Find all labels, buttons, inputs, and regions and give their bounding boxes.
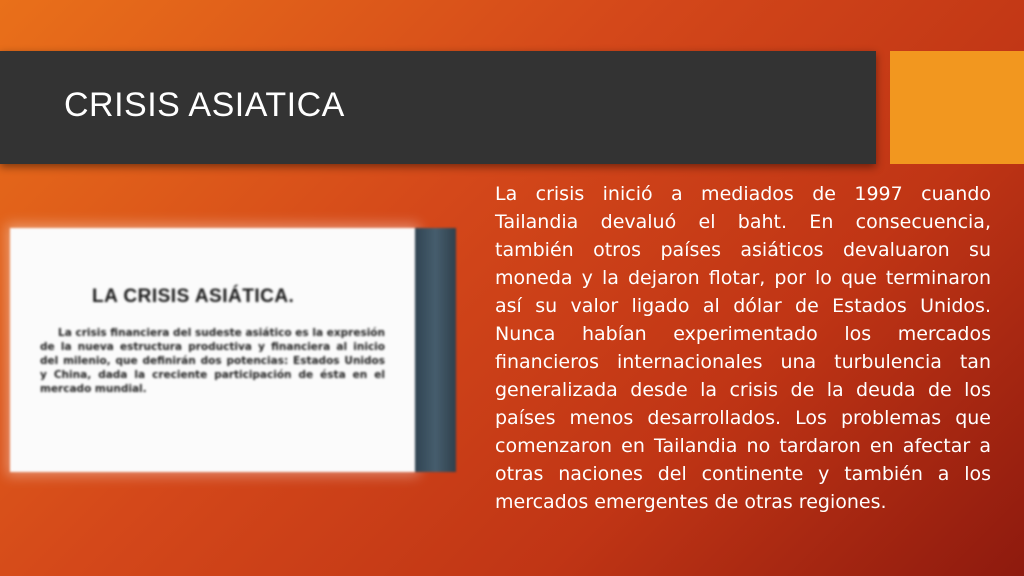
picture-dark-strip (415, 228, 456, 472)
picture-heading: LA CRISIS ASIÁTICA. (92, 286, 295, 307)
slide-title: CRISIS ASIATICA (64, 86, 345, 124)
slide-body-text: La crisis inició a mediados de 1997 cuando Tailandia devaluó el baht. En consecuencia, también otros países asiáticos devaluaron su moneda y la dejaron flotar, por lo que terminaron así su valor ligado al dólar de Estados Unidos. Nunca habían experimentado los mercados financieros internacionales una turbulencia tan generalizada desde la crisis de la deuda de los países menos desarrollados. Los problemas que comenzaron en Tailandia no tardaron en afectar a otras naciones del continente y también a los mercados emergentes de otras regiones. (495, 183, 991, 513)
picture-panel (10, 228, 415, 472)
embedded-picture (10, 228, 456, 472)
accent-square (890, 51, 1024, 164)
picture-text: La crisis financiera del sudeste asiático es la expresión de la nueva estructura productiva y financiera al inicio del milenio, que definirán dos potencias: Estados Unidos y China, dada la creciente participación de ésta en el mercado mundial. (40, 327, 385, 395)
